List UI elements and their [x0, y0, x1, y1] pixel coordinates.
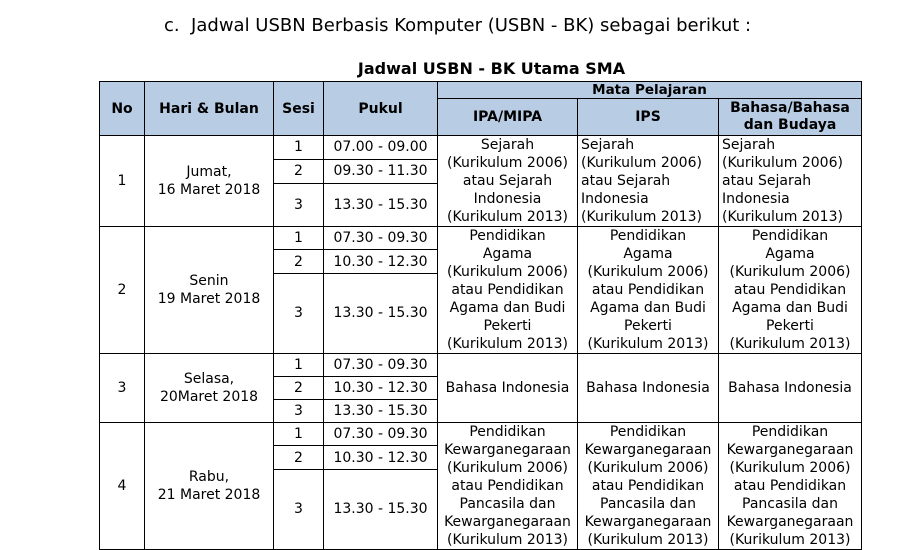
table-title: Jadwal USBN - BK Utama SMA — [357, 59, 626, 78]
sesi-cell: 2 — [274, 159, 324, 183]
pukul-cell: 07.00 - 09.00 — [324, 136, 438, 160]
sesi-cell: 1 — [274, 136, 324, 160]
pukul-cell: 10.30 - 12.30 — [324, 250, 438, 273]
pukul-cell: 13.30 - 15.30 — [324, 400, 438, 423]
header-no: No — [100, 82, 145, 136]
table-row — [100, 423, 862, 446]
row-hari-bulan: Rabu, 21 Maret 2018 — [145, 423, 274, 550]
header-ips: IPS — [578, 99, 719, 136]
pukul-cell: 13.30 - 15.30 — [324, 469, 438, 549]
sesi-cell: 3 — [274, 183, 324, 226]
subject-bahasa: Pendidikan Kewarganegaraan (Kurikulum 2006) atau Pendidikan Pancasila dan Kewarganegaraan (Kurikulum 2013) — [719, 423, 862, 550]
sesi-cell: 1 — [274, 354, 324, 377]
header-sesi: Sesi — [274, 82, 324, 136]
sesi-cell: 3 — [274, 469, 324, 549]
section-heading: c. Jadwal USBN Berbasis Komputer (USBN - BK) sebagai berikut : — [164, 15, 752, 36]
subject-ipa: Pendidikan Agama (Kurikulum 2006) atau Pendidikan Agama dan Budi Pekerti (Kurikulum 2013) — [438, 227, 578, 354]
pukul-cell: 10.30 - 12.30 — [324, 446, 438, 469]
schedule-table — [99, 81, 862, 550]
pukul-cell: 10.30 - 12.30 — [324, 377, 438, 400]
row-hari-bulan: Selasa, 20Maret 2018 — [145, 354, 274, 423]
header-ipa-mipa: IPA/MIPA — [438, 99, 578, 136]
row-no: 2 — [100, 227, 145, 354]
sesi-cell: 2 — [274, 446, 324, 469]
table-row — [100, 227, 862, 250]
pukul-cell: 13.30 - 15.30 — [324, 273, 438, 353]
sesi-cell: 1 — [274, 227, 324, 250]
subject-ipa: Bahasa Indonesia — [438, 354, 578, 423]
sesi-cell: 1 — [274, 423, 324, 446]
row-no: 4 — [100, 423, 145, 550]
subject-ips: Bahasa Indonesia — [578, 354, 719, 423]
pukul-cell: 07.30 - 09.30 — [324, 423, 438, 446]
pukul-cell: 07.30 - 09.30 — [324, 227, 438, 250]
subject-ips: Sejarah (Kurikulum 2006) atau Sejarah Indonesia (Kurikulum 2013) — [578, 136, 719, 227]
pukul-cell: 07.30 - 09.30 — [324, 354, 438, 377]
subject-bahasa: Bahasa Indonesia — [719, 354, 862, 423]
pukul-cell: 09.30 - 11.30 — [324, 159, 438, 183]
sesi-cell: 3 — [274, 400, 324, 423]
pukul-cell: 13.30 - 15.30 — [324, 183, 438, 226]
subject-ips: Pendidikan Kewarganegaraan (Kurikulum 2006) atau Pendidikan Pancasila dan Kewarganegaraan (Kurikulum 2013) — [578, 423, 719, 550]
sesi-cell: 2 — [274, 250, 324, 273]
subject-bahasa: Pendidikan Agama (Kurikulum 2006) atau Pendidikan Agama dan Budi Pekerti (Kurikulum 2013) — [719, 227, 862, 354]
row-no: 3 — [100, 354, 145, 423]
header-bahasa-budaya: Bahasa/Bahasa dan Budaya — [719, 99, 862, 136]
sesi-cell: 2 — [274, 377, 324, 400]
subject-ips: Pendidikan Agama (Kurikulum 2006) atau Pendidikan Agama dan Budi Pekerti (Kurikulum 2013) — [578, 227, 719, 354]
header-hari-bulan: Hari & Bulan — [145, 82, 274, 136]
row-hari-bulan: Senin 19 Maret 2018 — [145, 227, 274, 354]
row-no: 1 — [100, 136, 145, 227]
subject-ipa: Sejarah (Kurikulum 2006) atau Sejarah Indonesia (Kurikulum 2013) — [438, 136, 578, 227]
header-pukul: Pukul — [324, 82, 438, 136]
subject-bahasa: Sejarah (Kurikulum 2006) atau Sejarah Indonesia (Kurikulum 2013) — [719, 136, 862, 227]
table-row — [100, 354, 862, 377]
sesi-cell: 3 — [274, 273, 324, 353]
subject-ipa: Pendidikan Kewarganegaraan (Kurikulum 2006) atau Pendidikan Pancasila dan Kewarganegaraan (Kurikulum 2013) — [438, 423, 578, 550]
header-mata-pelajaran: Mata Pelajaran — [438, 82, 862, 99]
table-row — [100, 136, 862, 160]
row-hari-bulan: Jumat, 16 Maret 2018 — [145, 136, 274, 227]
